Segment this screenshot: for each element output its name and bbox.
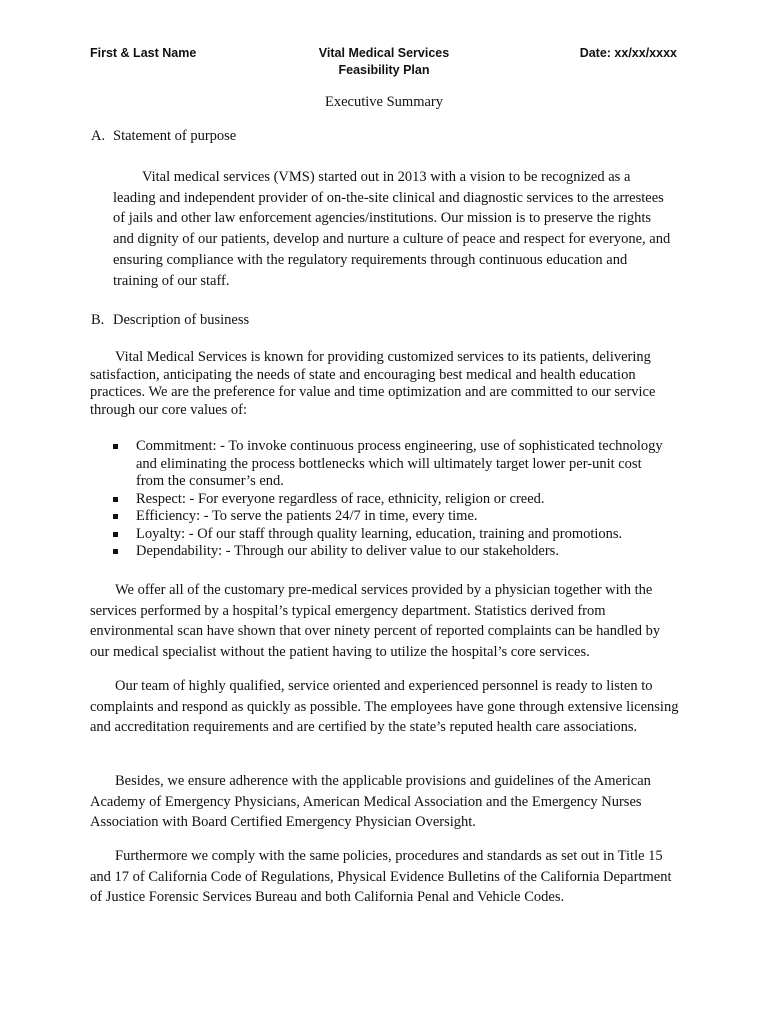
bullet-square-icon xyxy=(113,532,118,537)
bullet-square-icon xyxy=(113,497,118,502)
section-heading-b xyxy=(91,311,249,329)
body-paragraph-team: Our team of highly qualified, service oriented and experienced personnel is ready to listen to complaints and respond as quickly as possible. The employees have gone through extensive licensing and accreditation requirements and are certified by the state’s reputed health care associations. xyxy=(90,678,679,736)
list-item-text: Efficiency: - To serve the patients 24/7 in time, every time. xyxy=(136,508,478,524)
list-item xyxy=(113,526,673,544)
body-paragraph-services: We offer all of the customary pre-medical services provided by a physician together with the services performed by a hospital’s typical emergency department. Statistics derived from environmental scan have shown that over ninety percent of reported complaints can be handled by our medical specialist without the patient having to utilize the hospital’s core services. xyxy=(90,582,661,661)
list-item-text: Respect: - For everyone regardless of race, ethnicity, religion or creed. xyxy=(136,490,545,507)
list-item xyxy=(113,491,673,509)
header-doc-type: Feasibility Plan xyxy=(338,63,430,77)
section-heading-a xyxy=(91,127,236,145)
section-marker: A. xyxy=(91,128,106,144)
list-item-text: Loyalty: - Of our staff through quality learning, education, training and promotions. xyxy=(136,525,623,542)
list-item-text: Dependability: - Through our ability to deliver value to our stakeholders. xyxy=(136,543,559,559)
body-paragraph-adherence: Besides, we ensure adherence with the applicable provisions and guidelines of the American Academy of Emergency Physicians, American Medical Association and the Emergency Nurses Association with Board Certified Emergency Physician Oversight. xyxy=(90,773,651,831)
list-item xyxy=(113,438,673,491)
core-values-list xyxy=(113,438,673,561)
section-heading-text: Statement of purpose xyxy=(113,128,237,144)
statement-of-purpose-paragraph: Vital medical services (VMS) started out in 2013 with a vision to be recognized as a leading and independent provider of on-the-site clinical and diagnostic services to the arrestees of jails and other law enforcement agencies/institutions. Our mission is to preserve the rights and dignity of our patients, develop and nurture a culture of peace and respect for everyone, and ensuring compliance with the regulatory requirements through continuous education and training of our staff. xyxy=(113,169,671,289)
bullet-square-icon xyxy=(113,549,118,554)
header-date: Date: xx/xx/xxxx xyxy=(579,46,677,60)
section-heading-text: Description of business xyxy=(113,312,250,328)
list-item xyxy=(113,508,673,526)
header-name: First & Last Name xyxy=(90,46,197,60)
bullet-square-icon xyxy=(113,444,118,449)
list-item-text: Commitment: - To invoke continuous process engineering, use of sophisticated technology and eliminating the process bottlenecks which will ultimately target lower per-unit cost from the consumer’s end. xyxy=(136,438,663,489)
document-title: Executive Summary xyxy=(325,94,443,110)
list-item xyxy=(113,543,673,561)
description-intro-paragraph: Vital Medical Services is known for providing customized services to its patients, delivering satisfaction, anticipating the needs of state and encouraging best medical and health education practices. We are the preference for value and time optimization and are committed to our service through our core values of: xyxy=(90,349,656,418)
body-paragraph-compliance: Furthermore we comply with the same policies, procedures and standards as set out in Title 15 and 17 of California Code of Regulations, Physical Evidence Bulletins of the California Department of Justice Forensic Services Bureau and both California Penal and Vehicle Codes. xyxy=(90,848,672,906)
bullet-square-icon xyxy=(113,514,118,519)
header-company: Vital Medical Services xyxy=(318,46,450,60)
section-marker: B. xyxy=(91,312,105,328)
